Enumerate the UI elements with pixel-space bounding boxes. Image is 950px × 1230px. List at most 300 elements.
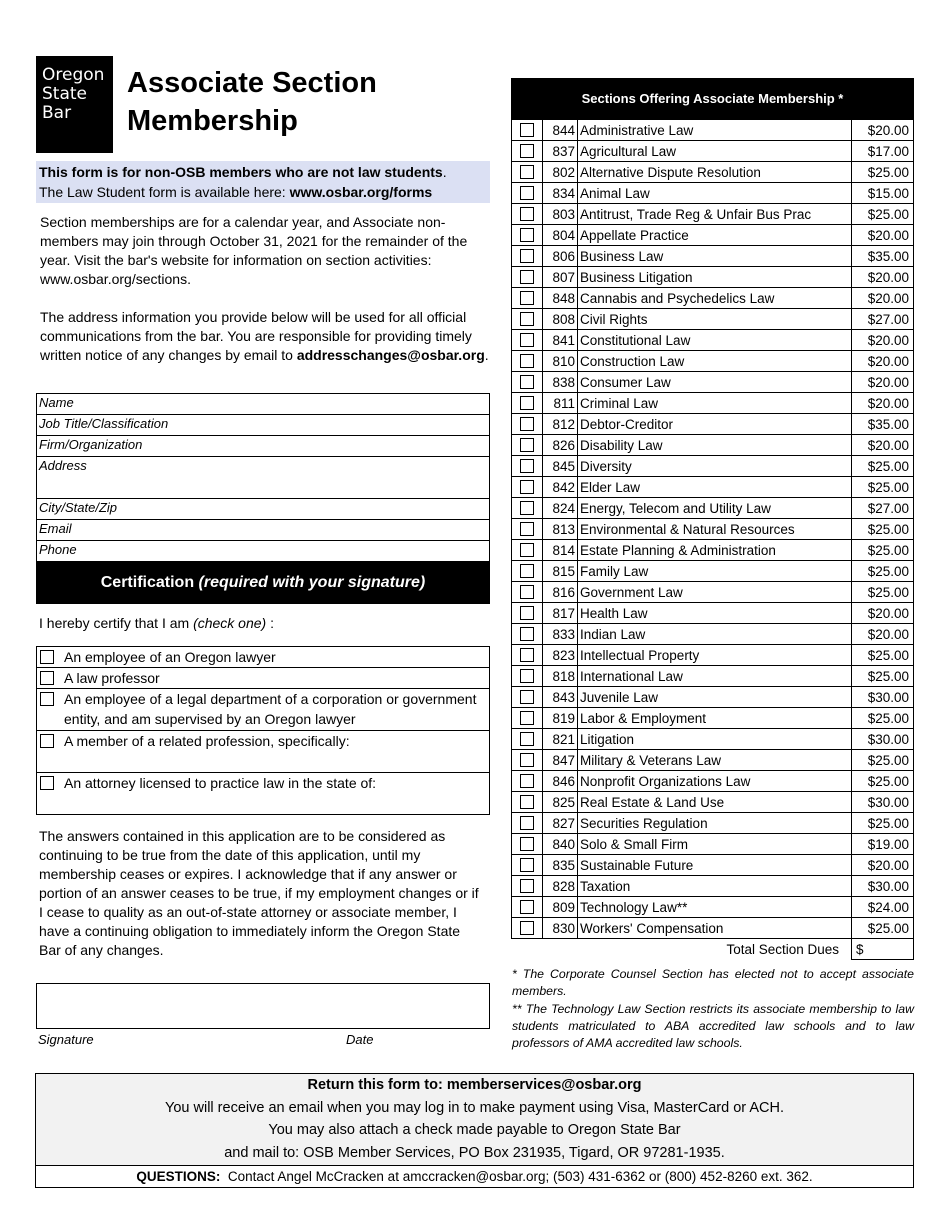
section-price: $35.00 xyxy=(852,414,914,435)
section-name: Administrative Law xyxy=(578,120,852,141)
section-price: $30.00 xyxy=(852,792,914,813)
section-price: $20.00 xyxy=(852,330,914,351)
section-price: $27.00 xyxy=(852,498,914,519)
return-email-line: Return this form to: memberservices@osbar.org xyxy=(307,1077,642,1093)
section-price: $20.00 xyxy=(852,267,914,288)
address-changes-email[interactable]: addresschanges@osbar.org xyxy=(296,347,485,363)
section-checkbox-cell[interactable] xyxy=(512,834,543,855)
section-price: $19.00 xyxy=(852,834,914,855)
section-price: $20.00 xyxy=(852,351,914,372)
checkbox[interactable] xyxy=(520,354,534,368)
section-price: $20.00 xyxy=(852,603,914,624)
section-code: 833 xyxy=(543,624,578,645)
section-name: Animal Law xyxy=(578,183,852,204)
page-title xyxy=(127,64,487,140)
checkbox[interactable] xyxy=(40,650,54,664)
checkbox[interactable] xyxy=(40,671,54,685)
section-row[interactable] xyxy=(512,288,914,309)
checkbox[interactable] xyxy=(520,459,534,473)
checkbox[interactable] xyxy=(520,480,534,494)
section-checkbox-cell[interactable] xyxy=(512,918,543,939)
section-name: Taxation xyxy=(578,876,852,897)
section-code: 823 xyxy=(543,645,578,666)
mail-address-line: and mail to: OSB Member Services, PO Box 231935, Tigard, OR 97281-1935. xyxy=(224,1144,725,1161)
certify-intro-end: : xyxy=(266,615,274,631)
section-checkbox-cell[interactable] xyxy=(512,624,543,645)
logo-line-3: Bar xyxy=(42,103,72,123)
section-row[interactable] xyxy=(512,141,914,162)
section-name: Securities Regulation xyxy=(578,813,852,834)
section-checkbox-cell[interactable] xyxy=(512,477,543,498)
section-code: 815 xyxy=(543,561,578,582)
checkbox[interactable] xyxy=(40,776,54,790)
checkbox[interactable] xyxy=(520,312,534,326)
checkbox[interactable] xyxy=(520,564,534,578)
section-price: $25.00 xyxy=(852,456,914,477)
checkbox[interactable] xyxy=(520,522,534,536)
check-line: You may also attach a check made payable to Oregon State Bar xyxy=(268,1122,681,1138)
section-name: Disability Law xyxy=(578,435,852,456)
section-code: 828 xyxy=(543,876,578,897)
section-code: 812 xyxy=(543,414,578,435)
section-code: 808 xyxy=(543,309,578,330)
contact-fields xyxy=(36,393,490,562)
section-checkbox-cell[interactable] xyxy=(512,540,543,561)
section-price: $20.00 xyxy=(852,624,914,645)
section-name: Juvenile Law xyxy=(578,687,852,708)
forms-link[interactable]: www.osbar.org/forms xyxy=(289,184,433,200)
name-field[interactable]: Name xyxy=(37,394,489,415)
option-out-of-state-attorney[interactable] xyxy=(37,773,489,815)
section-price: $30.00 xyxy=(852,687,914,708)
checkbox[interactable] xyxy=(520,123,534,137)
checkbox[interactable] xyxy=(520,144,534,158)
date-label: Date xyxy=(346,1032,374,1047)
section-price: $20.00 xyxy=(852,393,914,414)
checkbox[interactable] xyxy=(520,690,534,704)
footnote-technology-law: ** The Technology Law Section restricts its associate membership to law students matriculated to ABA accredited law schools and to law professors of AMA accredited law schools. xyxy=(512,1001,914,1051)
checkbox[interactable] xyxy=(520,627,534,641)
checkbox[interactable] xyxy=(40,734,54,748)
section-price: $25.00 xyxy=(852,582,914,603)
section-code: 827 xyxy=(543,813,578,834)
checkbox[interactable] xyxy=(520,396,534,410)
section-price: $27.00 xyxy=(852,309,914,330)
section-code: 846 xyxy=(543,771,578,792)
section-code: 841 xyxy=(543,330,578,351)
section-code: 842 xyxy=(543,477,578,498)
section-name: Alternative Dispute Resolution xyxy=(578,162,852,183)
section-name: Constitutional Law xyxy=(578,330,852,351)
checkbox[interactable] xyxy=(520,228,534,242)
section-price: $25.00 xyxy=(852,771,914,792)
section-row[interactable] xyxy=(512,813,914,834)
section-price: $20.00 xyxy=(852,435,914,456)
section-code: 802 xyxy=(543,162,578,183)
option-label: An attorney licensed to practice law in the state of: xyxy=(64,775,377,791)
section-row[interactable] xyxy=(512,876,914,897)
section-code: 821 xyxy=(543,729,578,750)
section-row[interactable] xyxy=(512,330,914,351)
city-state-zip-field[interactable]: City/State/Zip xyxy=(37,499,489,520)
section-code: 813 xyxy=(543,519,578,540)
section-row[interactable] xyxy=(512,897,914,918)
section-name: Cannabis and Psychedelics Law xyxy=(578,288,852,309)
section-price: $15.00 xyxy=(852,183,914,204)
section-row[interactable] xyxy=(512,918,914,939)
section-name: Family Law xyxy=(578,561,852,582)
certify-intro-text: I hereby certify that I am xyxy=(39,615,194,631)
section-name: Indian Law xyxy=(578,624,852,645)
section-row[interactable] xyxy=(512,561,914,582)
section-name: Labor & Employment xyxy=(578,708,852,729)
section-checkbox-cell[interactable] xyxy=(512,393,543,414)
section-name: International Law xyxy=(578,666,852,687)
section-price: $25.00 xyxy=(852,519,914,540)
section-price: $25.00 xyxy=(852,540,914,561)
section-checkbox-cell[interactable] xyxy=(512,330,543,351)
section-row[interactable] xyxy=(512,225,914,246)
section-price: $25.00 xyxy=(852,477,914,498)
section-checkbox-cell[interactable] xyxy=(512,645,543,666)
section-row[interactable] xyxy=(512,183,914,204)
footnote-corporate-counsel: * The Corporate Counsel Section has elected not to accept associate members. xyxy=(512,967,914,999)
section-checkbox-cell[interactable] xyxy=(512,288,543,309)
option-oregon-lawyer-employee[interactable] xyxy=(37,647,489,668)
section-code: 807 xyxy=(543,267,578,288)
section-price: $20.00 xyxy=(852,225,914,246)
section-name: Health Law xyxy=(578,603,852,624)
notice-bold-text: This form is for non-OSB members who are not law students xyxy=(39,164,443,180)
section-name: Sustainable Future xyxy=(578,855,852,876)
checkbox[interactable] xyxy=(520,921,534,935)
checkbox[interactable] xyxy=(520,186,534,200)
section-name: Intellectual Property xyxy=(578,645,852,666)
checkbox[interactable] xyxy=(520,270,534,284)
section-checkbox-cell[interactable] xyxy=(512,855,543,876)
section-checkbox-cell[interactable] xyxy=(512,561,543,582)
section-name: Solo & Small Firm xyxy=(578,834,852,855)
intro-paragraph-2 xyxy=(40,308,490,365)
section-price: $25.00 xyxy=(852,708,914,729)
section-name: Real Estate & Land Use xyxy=(578,792,852,813)
checkbox[interactable] xyxy=(520,774,534,788)
address-field[interactable]: Address xyxy=(37,457,489,499)
checkbox[interactable] xyxy=(520,732,534,746)
section-row[interactable] xyxy=(512,750,914,771)
section-row[interactable] xyxy=(512,540,914,561)
osb-logo xyxy=(36,56,113,153)
section-name: Technology Law** xyxy=(578,897,852,918)
section-row[interactable] xyxy=(512,267,914,288)
intro-paragraph-1: Section memberships are for a calendar year, and Associate non-members may join through October 31, 2021 for the remainder of the year. Visit the bar's website for information on section activities: www.osbar.org/sections. xyxy=(40,214,468,287)
section-code: 811 xyxy=(543,393,578,414)
cert-title: Certification xyxy=(100,574,199,591)
logo-line-2: State xyxy=(42,84,87,104)
section-checkbox-cell[interactable] xyxy=(512,519,543,540)
section-row[interactable] xyxy=(512,624,914,645)
section-name: Litigation xyxy=(578,729,852,750)
sections-table xyxy=(511,119,914,960)
section-checkbox-cell[interactable] xyxy=(512,792,543,813)
notice-law-student-text: The Law Student form is available here: xyxy=(39,184,290,200)
checkbox[interactable] xyxy=(520,291,534,305)
section-row[interactable] xyxy=(512,498,914,519)
section-code: 835 xyxy=(543,855,578,876)
section-checkbox-cell[interactable] xyxy=(512,309,543,330)
section-checkbox-cell[interactable] xyxy=(512,687,543,708)
section-checkbox-cell[interactable] xyxy=(512,120,543,141)
job-title-field[interactable]: Job Title/Classification xyxy=(37,415,489,436)
section-checkbox-cell[interactable] xyxy=(512,141,543,162)
section-name: Civil Rights xyxy=(578,309,852,330)
section-checkbox-cell[interactable] xyxy=(512,666,543,687)
checkbox[interactable] xyxy=(520,879,534,893)
acknowledgement-text: The answers contained in this application are to be considered as continuing to be true from the date of this application, until my membership ceases or expires. I acknowledge that if any answer or portion of an answer ceases to be true, if my employment changes or if I cease to quality as an out-of-state attorney or associate member, I have a continuing obligation to immediately inform the Oregon State Bar of any changes. xyxy=(39,828,479,958)
section-row[interactable] xyxy=(512,687,914,708)
section-row[interactable] xyxy=(512,603,914,624)
questions-label: QUESTIONS: xyxy=(136,1169,221,1184)
notice-period: . xyxy=(442,164,447,180)
email-field[interactable]: Email xyxy=(37,520,489,541)
certification-options xyxy=(36,646,490,815)
section-name: Debtor-Creditor xyxy=(578,414,852,435)
eligibility-notice xyxy=(36,161,490,203)
section-row[interactable] xyxy=(512,477,914,498)
section-code: 810 xyxy=(543,351,578,372)
section-checkbox-cell[interactable] xyxy=(512,876,543,897)
option-law-professor[interactable] xyxy=(37,668,489,689)
total-dues-label: Total Section Dues xyxy=(726,941,839,957)
checkbox[interactable] xyxy=(520,249,534,263)
questions-line xyxy=(36,1165,913,1187)
option-legal-department-employee[interactable] xyxy=(37,689,489,731)
section-price: $20.00 xyxy=(852,372,914,393)
section-price: $25.00 xyxy=(852,666,914,687)
intro-p2-end: . xyxy=(484,347,489,363)
section-price: $25.00 xyxy=(852,750,914,771)
checkbox[interactable] xyxy=(520,438,534,452)
section-checkbox-cell[interactable] xyxy=(512,582,543,603)
checkbox[interactable] xyxy=(520,207,534,221)
checkbox[interactable] xyxy=(520,858,534,872)
section-checkbox-cell[interactable] xyxy=(512,498,543,519)
section-checkbox-cell[interactable] xyxy=(512,414,543,435)
section-checkbox-cell[interactable] xyxy=(512,771,543,792)
section-row[interactable] xyxy=(512,393,914,414)
section-code: 834 xyxy=(543,183,578,204)
section-row[interactable] xyxy=(512,435,914,456)
section-row[interactable] xyxy=(512,162,914,183)
section-code: 819 xyxy=(543,708,578,729)
section-row[interactable] xyxy=(512,582,914,603)
section-row[interactable] xyxy=(512,309,914,330)
section-name: Elder Law xyxy=(578,477,852,498)
signature-box[interactable] xyxy=(36,983,490,1029)
section-name: Business Litigation xyxy=(578,267,852,288)
intro-p2-text: The address information you provide below will be used for all official communications from the bar. You are responsible for providing timely written notice of any changes by email to xyxy=(40,309,472,363)
section-name: Diversity xyxy=(578,456,852,477)
section-checkbox-cell[interactable] xyxy=(512,162,543,183)
certify-intro-italic: (check one) xyxy=(193,615,267,631)
checkbox[interactable] xyxy=(520,165,534,179)
section-checkbox-cell[interactable] xyxy=(512,897,543,918)
checkbox[interactable] xyxy=(520,501,534,515)
section-name: Estate Planning & Administration xyxy=(578,540,852,561)
section-price: $30.00 xyxy=(852,729,914,750)
section-name: Government Law xyxy=(578,582,852,603)
phone-field[interactable]: Phone xyxy=(37,541,489,562)
section-row[interactable] xyxy=(512,771,914,792)
section-row[interactable] xyxy=(512,120,914,141)
section-checkbox-cell[interactable] xyxy=(512,750,543,771)
section-name: Agricultural Law xyxy=(578,141,852,162)
section-checkbox-cell[interactable] xyxy=(512,225,543,246)
section-code: 844 xyxy=(543,120,578,141)
section-checkbox-cell[interactable] xyxy=(512,435,543,456)
section-row[interactable] xyxy=(512,204,914,225)
certification-header xyxy=(36,562,490,604)
section-checkbox-cell[interactable] xyxy=(512,708,543,729)
section-price: $25.00 xyxy=(852,162,914,183)
section-code: 806 xyxy=(543,246,578,267)
section-row[interactable] xyxy=(512,414,914,435)
section-row[interactable] xyxy=(512,372,914,393)
section-name: Appellate Practice xyxy=(578,225,852,246)
section-code: 809 xyxy=(543,897,578,918)
section-checkbox-cell[interactable] xyxy=(512,456,543,477)
section-code: 847 xyxy=(543,750,578,771)
checkbox[interactable] xyxy=(520,417,534,431)
section-code: 848 xyxy=(543,288,578,309)
section-name: Workers' Compensation xyxy=(578,918,852,939)
checkbox[interactable] xyxy=(520,669,534,683)
section-name: Military & Veterans Law xyxy=(578,750,852,771)
section-price: $25.00 xyxy=(852,561,914,582)
section-price: $20.00 xyxy=(852,288,914,309)
section-price: $17.00 xyxy=(852,141,914,162)
section-price: $25.00 xyxy=(852,645,914,666)
section-name: Environmental & Natural Resources xyxy=(578,519,852,540)
section-checkbox-cell[interactable] xyxy=(512,372,543,393)
section-price: $20.00 xyxy=(852,120,914,141)
logo-line-1: Oregon xyxy=(42,65,105,85)
return-instructions xyxy=(35,1073,914,1188)
page-title-line-2: Membership xyxy=(127,105,298,137)
checkbox[interactable] xyxy=(520,375,534,389)
checkbox[interactable] xyxy=(520,585,534,599)
signature-label: Signature xyxy=(38,1032,94,1047)
questions-contact: Contact Angel McCracken at amccracken@osbar.org; (503) 431-6362 or (800) 452-8260 ext. 362. xyxy=(220,1169,813,1184)
section-row[interactable] xyxy=(512,834,914,855)
section-price: $30.00 xyxy=(852,876,914,897)
page-title-line-1: Associate Section xyxy=(127,67,377,99)
section-checkbox-cell[interactable] xyxy=(512,267,543,288)
section-price: $25.00 xyxy=(852,204,914,225)
section-name: Business Law xyxy=(578,246,852,267)
section-row[interactable] xyxy=(512,519,914,540)
section-code: 830 xyxy=(543,918,578,939)
checkbox[interactable] xyxy=(520,711,534,725)
firm-field[interactable]: Firm/Organization xyxy=(37,436,489,457)
checkbox[interactable] xyxy=(520,837,534,851)
total-row xyxy=(512,939,914,960)
checkbox[interactable] xyxy=(520,795,534,809)
checkbox[interactable] xyxy=(520,333,534,347)
section-checkbox-cell[interactable] xyxy=(512,813,543,834)
section-code: 845 xyxy=(543,456,578,477)
section-checkbox-cell[interactable] xyxy=(512,603,543,624)
section-row[interactable] xyxy=(512,645,914,666)
section-row[interactable] xyxy=(512,792,914,813)
section-price: $25.00 xyxy=(852,813,914,834)
section-checkbox-cell[interactable] xyxy=(512,246,543,267)
checkbox[interactable] xyxy=(520,543,534,557)
section-row[interactable] xyxy=(512,246,914,267)
section-price: $24.00 xyxy=(852,897,914,918)
section-code: 803 xyxy=(543,204,578,225)
sections-header: Sections Offering Associate Membership * xyxy=(511,78,914,119)
section-code: 826 xyxy=(543,435,578,456)
intro-text xyxy=(40,213,490,384)
certify-intro xyxy=(39,615,274,631)
section-code: 818 xyxy=(543,666,578,687)
section-code: 837 xyxy=(543,141,578,162)
section-row[interactable] xyxy=(512,855,914,876)
checkbox[interactable] xyxy=(520,648,534,662)
section-code: 840 xyxy=(543,834,578,855)
section-name: Nonprofit Organizations Law xyxy=(578,771,852,792)
section-checkbox-cell[interactable] xyxy=(512,351,543,372)
section-row[interactable] xyxy=(512,708,914,729)
section-code: 814 xyxy=(543,540,578,561)
section-code: 824 xyxy=(543,498,578,519)
checkbox[interactable] xyxy=(520,900,534,914)
option-label: An employee of an Oregon lawyer xyxy=(64,649,276,665)
option-related-profession[interactable] xyxy=(37,731,489,773)
total-dues-field[interactable]: $ xyxy=(852,939,914,960)
section-row[interactable] xyxy=(512,666,914,687)
checkbox[interactable] xyxy=(520,816,534,830)
section-row[interactable] xyxy=(512,456,914,477)
cert-title-italic: (required with your signature) xyxy=(198,574,426,591)
section-code: 843 xyxy=(543,687,578,708)
section-name: Energy, Telecom and Utility Law xyxy=(578,498,852,519)
section-code: 825 xyxy=(543,792,578,813)
section-code: 816 xyxy=(543,582,578,603)
section-row[interactable] xyxy=(512,729,914,750)
section-code: 817 xyxy=(543,603,578,624)
section-checkbox-cell[interactable] xyxy=(512,204,543,225)
checkbox[interactable] xyxy=(520,753,534,767)
checkbox[interactable] xyxy=(520,606,534,620)
payment-line: You will receive an email when you may log in to make payment using Visa, MasterCard or ACH. xyxy=(165,1099,784,1116)
sections-panel xyxy=(511,78,914,960)
option-label: A member of a related profession, specifically: xyxy=(64,733,350,749)
section-code: 838 xyxy=(543,372,578,393)
section-name: Antitrust, Trade Reg & Unfair Bus Prac xyxy=(578,204,852,225)
section-name: Consumer Law xyxy=(578,372,852,393)
section-price: $20.00 xyxy=(852,855,914,876)
section-name: Construction Law xyxy=(578,351,852,372)
section-row[interactable] xyxy=(512,351,914,372)
section-checkbox-cell[interactable] xyxy=(512,729,543,750)
section-checkbox-cell[interactable] xyxy=(512,183,543,204)
section-name: Criminal Law xyxy=(578,393,852,414)
section-price: $35.00 xyxy=(852,246,914,267)
checkbox[interactable] xyxy=(40,692,54,706)
option-label: A law professor xyxy=(64,670,160,686)
